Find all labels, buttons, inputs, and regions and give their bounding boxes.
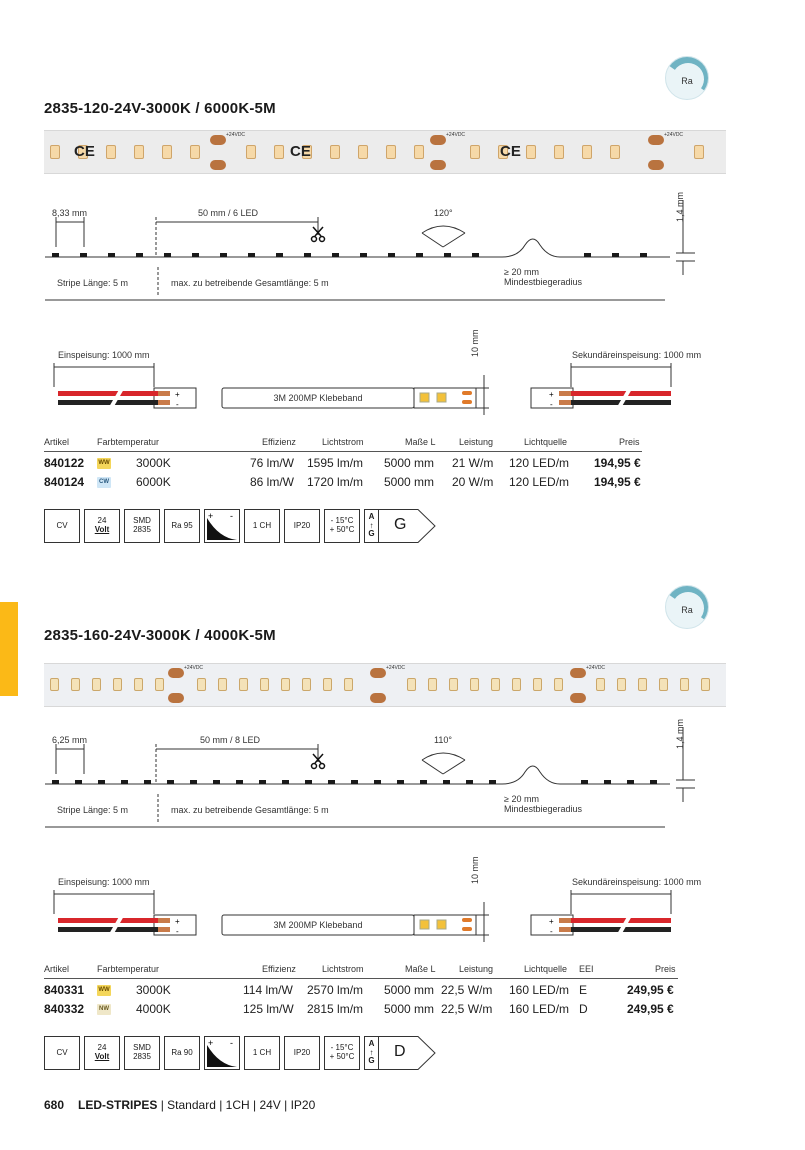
- light-source: 120 LED/m: [509, 456, 570, 470]
- dimension-drawing: [40, 722, 740, 832]
- footer-details: | Standard | 1CH | 24V | IP20: [157, 1098, 316, 1112]
- width-label: 10 mm: [470, 856, 480, 884]
- svg-text:+: +: [175, 917, 180, 926]
- led-chip: [246, 145, 256, 159]
- solder-pad: [648, 160, 664, 170]
- led-chip: [106, 145, 116, 159]
- length: 5000 mm: [384, 456, 435, 470]
- led-chip: [134, 145, 144, 159]
- table-rule: [44, 978, 678, 979]
- eei-class: E: [579, 983, 588, 997]
- cv-icon: CV: [44, 509, 80, 543]
- efficiency: 125 lm/W: [243, 1002, 294, 1016]
- led-dot: [489, 780, 496, 784]
- col-lichtquelle: Lichtquelle: [524, 964, 568, 974]
- led-chip: [526, 145, 536, 159]
- color-badge: CW: [97, 477, 111, 488]
- led-chip: [323, 678, 332, 691]
- led-dot: [443, 780, 450, 784]
- led-dot: [167, 780, 174, 784]
- footer-category: LED-STRIPES: [78, 1098, 158, 1112]
- wiring-drawing: [44, 882, 684, 942]
- led-strip-image: [44, 130, 726, 174]
- solder-pad: [430, 160, 446, 170]
- dimension-drawing: [40, 195, 740, 305]
- color-badge: WW: [97, 458, 111, 469]
- artikel-number: 840331: [44, 983, 85, 997]
- cv-icon: CV: [44, 1036, 80, 1070]
- channel-icon: 1 CH: [244, 509, 280, 543]
- led-dot: [98, 780, 105, 784]
- solder-pad: [648, 135, 664, 145]
- led-dot: [416, 253, 423, 257]
- luminous-flux: 2570 lm/m: [307, 983, 364, 997]
- power: 22,5 W/m: [441, 1002, 493, 1016]
- led-dot: [144, 780, 151, 784]
- col-masse: Maße L: [405, 437, 436, 447]
- led-chip: [680, 678, 689, 691]
- ce-mark: CE: [500, 143, 521, 160]
- led-chip: [239, 678, 248, 691]
- height-label: 1,4 mm: [675, 191, 685, 222]
- energy-class-badge: [378, 509, 436, 543]
- bend-label: Mindestbiegeradius: [504, 804, 583, 814]
- max-length: max. zu betreibende Gesamtlänge: 5 m: [171, 278, 329, 288]
- col-effizienz: Effizienz: [262, 437, 296, 447]
- color-temp: 3000K: [136, 456, 171, 470]
- led-dot: [627, 780, 634, 784]
- led-chip: [302, 678, 311, 691]
- led-chip: [113, 678, 122, 691]
- col-eei: EEI: [579, 964, 594, 974]
- price: 249,95 €: [627, 983, 674, 997]
- ce-mark: CE: [74, 143, 95, 160]
- price: 249,95 €: [627, 1002, 674, 1016]
- energy-class-badge: [378, 1036, 436, 1070]
- ip-icon: IP20: [284, 1036, 320, 1070]
- svg-text:-: -: [176, 400, 179, 409]
- led-chip: [617, 678, 626, 691]
- col-farbtemperatur: Farbtemperatur: [97, 437, 160, 447]
- solder-pad: [370, 668, 386, 678]
- artikel-number: 840332: [44, 1002, 85, 1016]
- col-lichtquelle: Lichtquelle: [524, 437, 568, 447]
- led-chip: [659, 678, 668, 691]
- smd-icon: SMD 2835: [124, 1036, 160, 1070]
- artikel-number: 840122: [44, 456, 85, 470]
- solder-pad: [570, 693, 586, 703]
- led-chip: [694, 145, 704, 159]
- temperature-icon: - 15°C + 50°C: [324, 509, 360, 543]
- color-badge: WW: [97, 985, 111, 996]
- power: 22,5 W/m: [441, 983, 493, 997]
- led-chip: [260, 678, 269, 691]
- col-lichtstrom: Lichtstrom: [322, 437, 364, 447]
- led-dot: [640, 253, 647, 257]
- led-dot: [351, 780, 358, 784]
- col-leistung: Leistung: [459, 437, 494, 447]
- led-dot: [259, 780, 266, 784]
- svg-text:+: +: [549, 917, 554, 926]
- led-chip: [610, 145, 620, 159]
- voltage-icon: 24 Volt: [84, 509, 120, 543]
- led-dot: [52, 780, 59, 784]
- led-dot: [328, 780, 335, 784]
- price: 194,95 €: [594, 456, 641, 470]
- led-chip: [582, 145, 592, 159]
- led-dot: [388, 253, 395, 257]
- led-dot: [374, 780, 381, 784]
- eei-class: D: [579, 1002, 588, 1016]
- bend-radius: ≥ 20 mm: [504, 794, 539, 804]
- luminous-flux: 2815 lm/m: [307, 1002, 364, 1016]
- solder-pad: [570, 668, 586, 678]
- wiring-drawing: [44, 355, 684, 415]
- led-dot: [108, 253, 115, 257]
- svg-text:+: +: [549, 390, 554, 399]
- stripe-length: Stripe Länge: 5 m: [57, 278, 129, 288]
- led-dot: [612, 253, 619, 257]
- power: 20 W/m: [452, 475, 494, 489]
- power: 21 W/m: [452, 456, 494, 470]
- led-strip-image: [44, 663, 726, 707]
- led-chip: [197, 678, 206, 691]
- light-source: 160 LED/m: [509, 983, 570, 997]
- efficiency: 86 lm/W: [250, 475, 295, 489]
- svg-text:+: +: [175, 390, 180, 399]
- led-dot: [190, 780, 197, 784]
- led-chip: [218, 678, 227, 691]
- led-dot: [192, 253, 199, 257]
- led-chip: [449, 678, 458, 691]
- led-chip: [162, 145, 172, 159]
- led-chip: [92, 678, 101, 691]
- length: 5000 mm: [384, 983, 435, 997]
- led-chip: [596, 678, 605, 691]
- led-chip: [155, 678, 164, 691]
- led-dot: [472, 253, 479, 257]
- width-label: 10 mm: [470, 329, 480, 357]
- led-chip: [701, 678, 710, 691]
- solder-pad: [168, 668, 184, 678]
- ra-value-icon: Ra 90: [164, 1036, 200, 1070]
- solder-pad: [430, 135, 446, 145]
- led-chip: [491, 678, 500, 691]
- led-chip: [274, 145, 284, 159]
- ce-mark: CE: [290, 143, 311, 160]
- voltage-mark: +24VDC: [184, 665, 204, 671]
- voltage-mark: +24VDC: [586, 665, 606, 671]
- col-masse: Maße L: [405, 964, 436, 974]
- second-feed-label: Sekundäreinspeisung: 1000 mm: [572, 877, 702, 887]
- angle-label: 110°: [434, 735, 452, 745]
- cut-label: 50 mm / 8 LED: [200, 735, 261, 745]
- col-leistung: Leistung: [459, 964, 494, 974]
- light-source: 120 LED/m: [509, 475, 570, 489]
- pitch-label: 8,33 mm: [52, 208, 88, 218]
- led-dot: [304, 253, 311, 257]
- led-chip: [533, 678, 542, 691]
- col-artikel: Artikel: [44, 437, 70, 447]
- feed-label: Einspeisung: 1000 mm: [58, 877, 150, 887]
- color-temp: 3000K: [136, 983, 171, 997]
- led-dot: [136, 253, 143, 257]
- led-chip: [330, 145, 340, 159]
- led-chip: [470, 145, 480, 159]
- led-chip: [344, 678, 353, 691]
- solder-pad: [370, 693, 386, 703]
- bend-label: Mindestbiegeradius: [504, 277, 583, 287]
- chapter-tab: [0, 602, 18, 696]
- voltage-mark: +24VDC: [226, 132, 246, 138]
- stripe-length: Stripe Länge: 5 m: [57, 805, 129, 815]
- led-dot: [80, 253, 87, 257]
- col-preis: Preis: [619, 437, 640, 447]
- led-chip: [512, 678, 521, 691]
- channel-icon: 1 CH: [244, 1036, 280, 1070]
- led-chip: [554, 145, 564, 159]
- length: 5000 mm: [384, 1002, 435, 1016]
- ra-icon: Ra: [665, 56, 709, 100]
- color-badge: NW: [97, 1004, 111, 1015]
- svg-text:-: -: [550, 400, 553, 409]
- energy-class-label: G: [394, 516, 407, 533]
- light-source: 160 LED/m: [509, 1002, 570, 1016]
- col-farbtemperatur: Farbtemperatur: [97, 964, 160, 974]
- dimming-icon: [204, 509, 240, 543]
- price: 194,95 €: [594, 475, 641, 489]
- artikel-number: 840124: [44, 475, 85, 489]
- max-length: max. zu betreibende Gesamtlänge: 5 m: [171, 805, 329, 815]
- led-dot: [213, 780, 220, 784]
- energy-class-label: D: [394, 1043, 406, 1060]
- led-dot: [397, 780, 404, 784]
- product-title: 2835-120-24V-3000K / 6000K-5M: [44, 100, 276, 117]
- product-title: 2835-160-24V-3000K / 4000K-5M: [44, 627, 276, 644]
- col-lichtstrom: Lichtstrom: [322, 964, 364, 974]
- led-chip: [134, 678, 143, 691]
- second-feed-label: Sekundäreinspeisung: 1000 mm: [572, 350, 702, 360]
- svg-text:-: -: [550, 927, 553, 936]
- led-dot: [236, 780, 243, 784]
- led-chip: [281, 678, 290, 691]
- led-dot: [466, 780, 473, 784]
- led-dot: [75, 780, 82, 784]
- led-dot: [164, 253, 171, 257]
- energy-scale-icon: A ↑ G: [364, 509, 379, 543]
- led-dot: [604, 780, 611, 784]
- feed-label: Einspeisung: 1000 mm: [58, 350, 150, 360]
- svg-text:-: -: [230, 1038, 233, 1048]
- color-temp: 6000K: [136, 475, 171, 489]
- tape-label: 3M 200MP Klebeband: [273, 393, 363, 403]
- efficiency: 76 lm/W: [250, 456, 295, 470]
- led-dot: [121, 780, 128, 784]
- luminous-flux: 1720 lm/m: [307, 475, 364, 489]
- led-chip: [50, 145, 60, 159]
- led-chip: [470, 678, 479, 691]
- color-temp: 4000K: [136, 1002, 171, 1016]
- voltage-mark: +24VDC: [446, 132, 466, 138]
- voltage-mark: +24VDC: [386, 665, 406, 671]
- led-dot: [650, 780, 657, 784]
- led-chip: [407, 678, 416, 691]
- led-dot: [52, 253, 59, 257]
- smd-icon: SMD 2835: [124, 509, 160, 543]
- svg-text:-: -: [230, 511, 233, 521]
- cut-label: 50 mm / 6 LED: [198, 208, 259, 218]
- led-chip: [554, 678, 563, 691]
- svg-text:+: +: [208, 511, 214, 521]
- led-chip: [386, 145, 396, 159]
- led-dot: [282, 780, 289, 784]
- energy-scale-icon: A ↑ G: [364, 1036, 379, 1070]
- led-dot: [276, 253, 283, 257]
- col-effizienz: Effizienz: [262, 964, 296, 974]
- solder-pad: [210, 160, 226, 170]
- led-chip: [358, 145, 368, 159]
- led-dot: [360, 253, 367, 257]
- ra-icon: Ra: [665, 585, 709, 629]
- led-dot: [332, 253, 339, 257]
- led-chip: [414, 145, 424, 159]
- led-dot: [305, 780, 312, 784]
- page-number: 680: [44, 1098, 65, 1112]
- led-chip: [190, 145, 200, 159]
- spec-icons: [44, 509, 444, 545]
- temperature-icon: - 15°C + 50°C: [324, 1036, 360, 1070]
- dimming-icon: [204, 1036, 240, 1070]
- led-dot: [581, 780, 588, 784]
- angle-label: 120°: [434, 208, 453, 218]
- led-dot: [220, 253, 227, 257]
- table-rule: [44, 451, 642, 452]
- luminous-flux: 1595 lm/m: [307, 456, 364, 470]
- solder-pad: [168, 693, 184, 703]
- efficiency: 114 lm/W: [243, 983, 293, 997]
- ra-value-icon: Ra 95: [164, 509, 200, 543]
- height-label: 1,4 mm: [675, 718, 685, 749]
- pitch-label: 6,25 mm: [52, 735, 88, 745]
- led-chip: [71, 678, 80, 691]
- voltage-icon: 24 Volt: [84, 1036, 120, 1070]
- spec-icons: [44, 1036, 444, 1072]
- led-dot: [248, 253, 255, 257]
- led-dot: [584, 253, 591, 257]
- led-chip: [638, 678, 647, 691]
- led-dot: [420, 780, 427, 784]
- ip-icon: IP20: [284, 509, 320, 543]
- tape-label: 3M 200MP Klebeband: [273, 920, 363, 930]
- voltage-mark: +24VDC: [664, 132, 684, 138]
- col-artikel: Artikel: [44, 964, 70, 974]
- led-chip: [428, 678, 437, 691]
- page-footer: [44, 1098, 315, 1112]
- solder-pad: [210, 135, 226, 145]
- svg-text:+: +: [208, 1038, 214, 1048]
- bend-radius: ≥ 20 mm: [504, 267, 539, 277]
- svg-text:-: -: [176, 927, 179, 936]
- led-chip: [50, 678, 59, 691]
- led-dot: [444, 253, 451, 257]
- length: 5000 mm: [384, 475, 435, 489]
- col-preis: Preis: [655, 964, 676, 974]
